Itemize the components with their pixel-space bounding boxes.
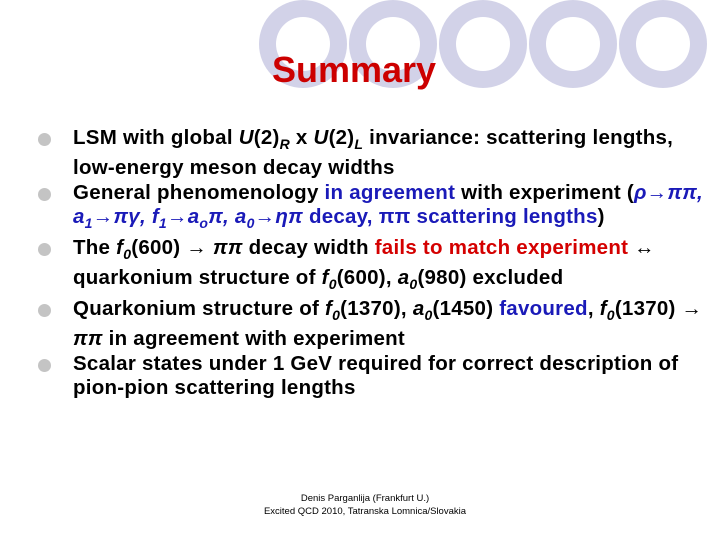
decor-circle-inner [546, 17, 600, 71]
subscript: 0 [246, 215, 255, 231]
text: (1450) [432, 297, 500, 320]
bullet-dot-icon [38, 243, 51, 256]
text: f [116, 236, 124, 259]
bullet-dot-icon [38, 359, 51, 372]
text: Quarkonium structure of [73, 297, 326, 320]
text: U [238, 126, 254, 149]
text: (2) [253, 126, 280, 149]
bullet-dot-icon [38, 304, 51, 317]
subscript: 0 [123, 246, 132, 262]
text: U [313, 126, 329, 149]
text: decay width [242, 236, 375, 259]
text: in agreement with experiment [102, 327, 406, 350]
text: The [73, 236, 117, 259]
highlight-text: π, a [208, 205, 247, 228]
text: Scalar states under 1 GeV required for correct description of pion-pion scattering lengths [73, 352, 679, 399]
text: (980) excluded [417, 266, 564, 289]
bullet-dot-icon [38, 188, 51, 201]
text: ) [597, 205, 605, 228]
bullet-dot-icon [38, 133, 51, 146]
list-item [38, 181, 714, 235]
text: a [412, 297, 425, 320]
highlight-text: →a [166, 205, 200, 228]
text: with experiment ( [455, 181, 634, 204]
text: f [599, 297, 607, 320]
subscript: 0 [409, 276, 418, 292]
text: a [397, 266, 410, 289]
highlight-text: in agreement [324, 181, 456, 204]
text: (1370), [340, 297, 413, 320]
footer [230, 492, 500, 518]
footer-author: Denis Parganlija (Frankfurt U.) [300, 493, 430, 504]
text: ↔ quarkonium structure of [73, 236, 655, 289]
text: f [321, 266, 329, 289]
subscript: 0 [424, 307, 433, 323]
text: x [289, 126, 314, 149]
text: ππ [213, 236, 243, 259]
text: invariance: scattering lengths, low-energy meson decay widths [73, 126, 674, 179]
subscript: o [199, 215, 209, 231]
text: (600), [336, 266, 398, 289]
text: LSM with global [73, 126, 239, 149]
list-item [38, 236, 714, 296]
decor-circle-inner [636, 17, 690, 71]
text: (2) [328, 126, 355, 149]
text: (600) → [131, 236, 214, 259]
highlight-text: →πγ, f [92, 205, 159, 228]
subscript: 0 [332, 307, 341, 323]
highlight-text: ππ scattering lengths [378, 205, 598, 228]
subscript: 1 [158, 215, 167, 231]
list-item [38, 352, 714, 400]
list-item [38, 297, 714, 351]
text: General phenomenology [73, 181, 325, 204]
highlight-text: ρ→ππ, a [73, 181, 703, 228]
highlight-text: fails to match experiment [374, 236, 629, 259]
highlight-text: decay, [303, 205, 379, 228]
subscript: 1 [84, 215, 93, 231]
summary-list [38, 126, 714, 401]
text: , [587, 297, 600, 320]
text: ππ [73, 327, 103, 350]
subscript: 0 [606, 307, 615, 323]
page-title: Summary [272, 49, 437, 90]
highlight-text: →ηπ [254, 205, 303, 228]
list-item [38, 126, 714, 180]
subscript: 0 [328, 276, 337, 292]
text: f [325, 297, 333, 320]
subscript: R [279, 136, 290, 152]
footer-event: Excited QCD 2010, Tatranska Lomnica/Slovakia [263, 506, 467, 517]
decor-circle-inner [456, 17, 510, 71]
highlight-text: favoured [499, 297, 588, 320]
subscript: L [354, 136, 364, 152]
text: (1370) → [614, 297, 703, 320]
